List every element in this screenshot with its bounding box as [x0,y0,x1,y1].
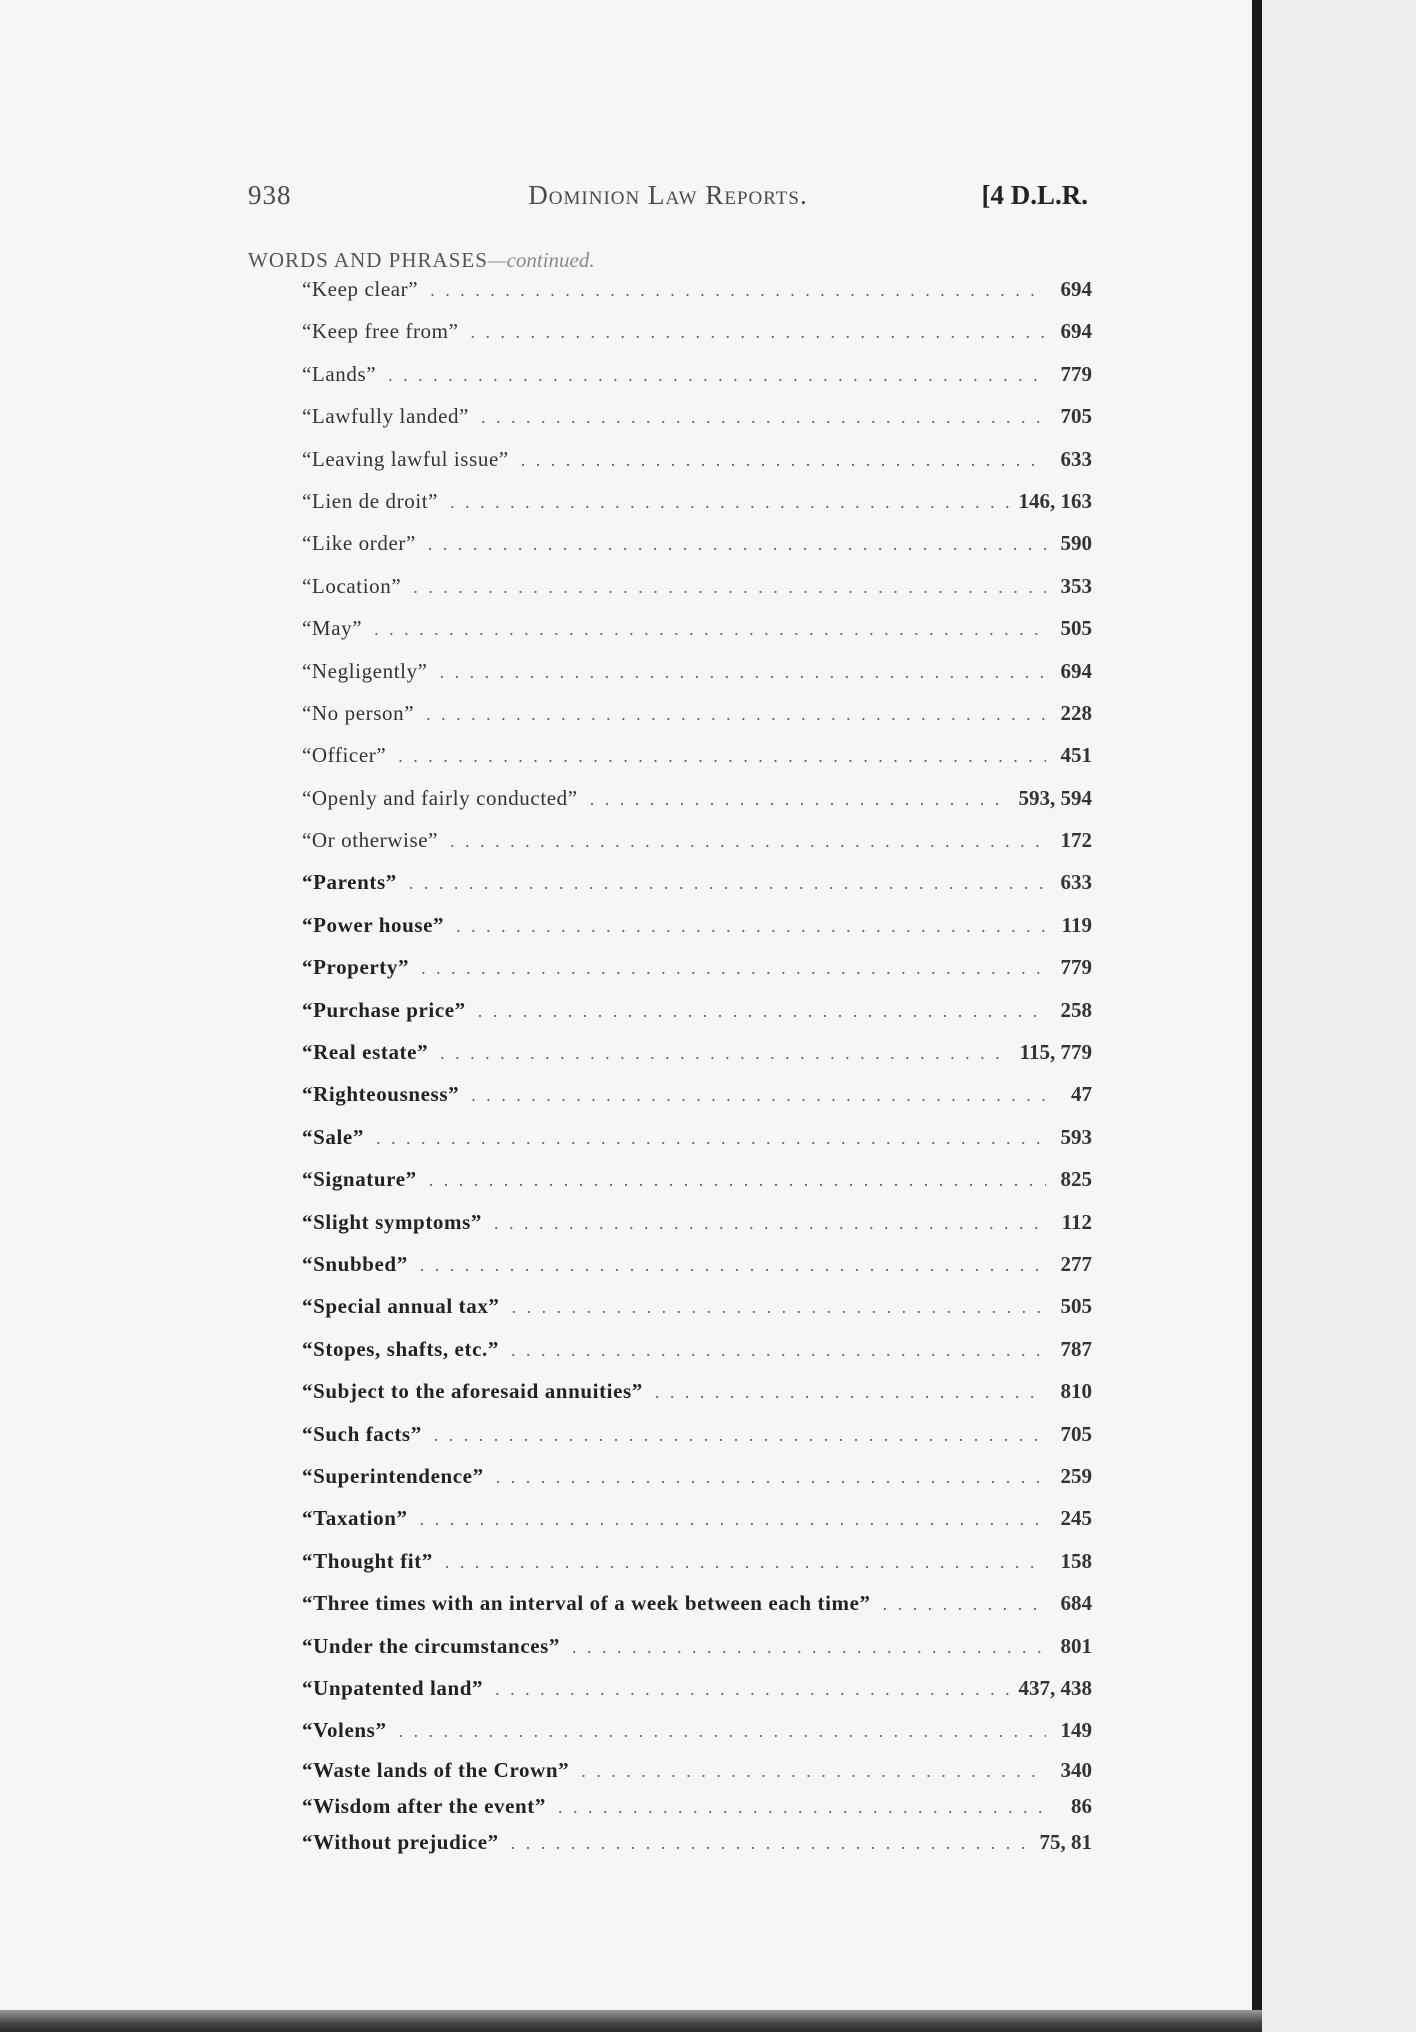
dot-leader [581,1753,1046,1789]
entry-pages: 172 [1060,828,1092,853]
volume-reference: [4 D.L.R. [981,180,1088,210]
entry-pages: 258 [1060,997,1092,1022]
dot-leader [413,566,1046,608]
dot-leader [430,269,1046,311]
entry-pages: 705 [1060,1421,1092,1446]
dot-leader [428,523,1046,565]
dot-leader [511,1825,1030,1861]
entry-term: “Keep free from” [302,319,459,344]
entry-pages: 277 [1060,1251,1092,1276]
page-bottom-edge [0,2010,1262,2032]
index-entry [302,1582,1092,1624]
index-entry [302,353,1092,395]
entry-term: “Purchase price” [302,997,466,1022]
index-entry [302,734,1092,776]
entry-term: “Lands” [302,361,377,386]
entry-pages: 146, 163 [1018,488,1092,513]
entry-pages: 158 [1060,1548,1092,1573]
entry-pages: 593, 594 [1018,785,1092,810]
index-entry [302,904,1092,946]
entry-pages: 115, 779 [1019,1040,1092,1065]
dot-leader [590,778,1009,820]
index-entry [302,1788,1092,1824]
entry-pages: 340 [1060,1757,1092,1782]
index-entry [302,1328,1092,1370]
entry-term: “Slight symptoms” [302,1209,482,1234]
dot-leader [420,1498,1046,1540]
index-entry [302,819,1092,861]
entry-term: “Without prejudice” [302,1829,499,1854]
index-entry [302,1455,1092,1497]
dot-leader [883,1583,1046,1625]
dot-leader [440,651,1046,693]
dot-leader [434,1414,1046,1456]
entry-pages: 451 [1060,743,1092,768]
dot-leader [376,1117,1046,1159]
index-entry [302,1625,1092,1667]
dot-leader [398,735,1046,777]
entry-pages: 779 [1060,361,1092,386]
entry-pages: 801 [1060,1633,1092,1658]
entry-pages: 149 [1060,1718,1092,1743]
index-entry [302,480,1092,522]
entry-term: “Location” [302,573,402,598]
page-header [248,180,1088,220]
entry-pages: 705 [1060,404,1092,429]
entry-pages: 694 [1060,658,1092,683]
dot-leader [420,1244,1046,1286]
entry-term: “Snubbed” [302,1251,408,1276]
entry-term: “Officer” [302,743,387,768]
dot-leader [440,1032,1009,1074]
index-entry [302,1243,1092,1285]
index-entry [302,650,1092,692]
adjacent-page [1262,0,1416,2032]
dot-leader [426,693,1046,735]
index-entry [302,1497,1092,1539]
index-entry [302,946,1092,988]
index-entry [302,989,1092,1031]
dot-leader [450,481,1008,523]
entry-term: “May” [302,616,363,641]
index-entry [302,861,1092,903]
entry-term: “Real estate” [302,1040,429,1065]
index-entry [302,1285,1092,1327]
dot-leader [409,862,1046,904]
entry-pages: 259 [1060,1463,1092,1488]
dot-leader [558,1789,1046,1825]
dot-leader [399,1710,1046,1752]
index-entry [302,395,1092,437]
entry-pages: 694 [1060,319,1092,344]
entry-term: “Keep clear” [302,277,419,301]
entry-pages: 593 [1060,1124,1092,1149]
entry-pages: 505 [1060,1294,1092,1319]
index-entry [302,1709,1092,1751]
entry-term: “Negligently” [302,658,428,683]
page-binding-edge [1252,0,1262,2032]
section-continued: —continued. [487,248,595,272]
index-entry [302,1116,1092,1158]
entry-term: “Waste lands of the Crown” [302,1757,570,1782]
dot-leader [572,1626,1046,1668]
dot-leader [421,947,1046,989]
entry-term: “Under the circumstances” [302,1633,561,1658]
entry-pages: 633 [1060,870,1092,895]
entry-term: “Lien de droit” [302,488,439,513]
entry-term: “Subject to the aforesaid annuities” [302,1379,643,1404]
index-entry [302,1370,1092,1412]
entry-pages: 112 [1061,1209,1092,1234]
index-entry [302,268,1092,310]
dot-leader [655,1371,1046,1413]
entry-term: “Volens” [302,1718,387,1743]
entry-pages: 505 [1060,616,1092,641]
entry-term: “Righteousness” [302,1082,460,1107]
dot-leader [388,354,1046,396]
dot-leader [496,1456,1046,1498]
index-entry [302,565,1092,607]
dot-leader [512,1286,1046,1328]
dot-leader [445,1541,1046,1583]
entry-pages: 228 [1060,700,1092,725]
entry-pages: 437, 438 [1018,1675,1092,1700]
entry-pages: 787 [1060,1336,1092,1361]
entry-term: “Special annual tax” [302,1294,500,1319]
entry-pages: 75, 81 [1039,1829,1092,1854]
entry-pages: 353 [1060,573,1092,598]
entry-term: “No person” [302,700,415,725]
entry-term: “Leaving lawful issue” [302,446,509,471]
index-entry [302,1031,1092,1073]
page-number: 938 [248,180,292,210]
dot-leader [478,990,1046,1032]
entry-pages: 684 [1060,1591,1092,1616]
index-entry [302,607,1092,649]
entry-term: “Parents” [302,870,397,895]
entry-term: “Power house” [302,912,445,937]
entry-term: “Taxation” [302,1506,408,1531]
index-entry [302,1667,1092,1709]
entry-term: “Superintendence” [302,1463,484,1488]
index-entry [302,692,1092,734]
entry-pages: 633 [1060,446,1092,471]
entry-pages: 119 [1061,912,1092,937]
entry-term: “Thought fit” [302,1548,433,1573]
dot-leader [450,820,1046,862]
entry-term: “Such facts” [302,1421,422,1446]
entry-term: “Sale” [302,1124,364,1149]
dot-leader [494,1202,1046,1244]
index-entry [302,1824,1092,1860]
entry-pages: 245 [1060,1506,1092,1531]
section-title: WORDS AND PHRASES [248,248,488,272]
entry-pages: 825 [1060,1167,1092,1192]
entry-term: “Wisdom after the event” [302,1793,547,1818]
entry-term: “Signature” [302,1167,417,1192]
index-entry [302,438,1092,480]
running-title: Dominion Law Reports. [528,180,808,210]
entry-term: “Three times with an interval of a week between each time” [302,1591,871,1616]
dot-leader [521,439,1046,481]
dot-leader [481,396,1046,438]
entry-term: “Or otherwise” [302,828,439,853]
index-entry [302,1752,1092,1788]
dot-leader [429,1159,1046,1201]
index-entry [302,1413,1092,1455]
entry-pages: 86 [1071,1793,1092,1818]
entry-pages: 779 [1060,955,1092,980]
index-entry [302,1201,1092,1243]
dot-leader [456,905,1046,947]
index-entry [302,1540,1092,1582]
dot-leader [495,1668,1008,1710]
entry-pages: 47 [1071,1082,1092,1107]
index-entry [302,310,1092,352]
index-entry [302,1158,1092,1200]
entry-term: “Property” [302,955,410,980]
entry-term: “Stopes, shafts, etc.” [302,1336,499,1361]
entry-pages: 810 [1060,1379,1092,1404]
entry-pages: 590 [1060,531,1092,556]
index-entry [302,777,1092,819]
entry-term: “Openly and fairly conducted” [302,785,578,810]
dot-leader [511,1329,1046,1371]
dot-leader [471,1074,1046,1116]
entry-term: “Like order” [302,531,416,556]
entry-term: “Lawfully landed” [302,404,470,429]
dot-leader [374,608,1046,650]
dot-leader [471,311,1047,353]
index-entry [302,1073,1092,1115]
index-entry [302,522,1092,564]
entry-term: “Unpatented land” [302,1675,484,1700]
entry-pages: 694 [1060,277,1092,301]
index-entries [302,268,1092,1860]
